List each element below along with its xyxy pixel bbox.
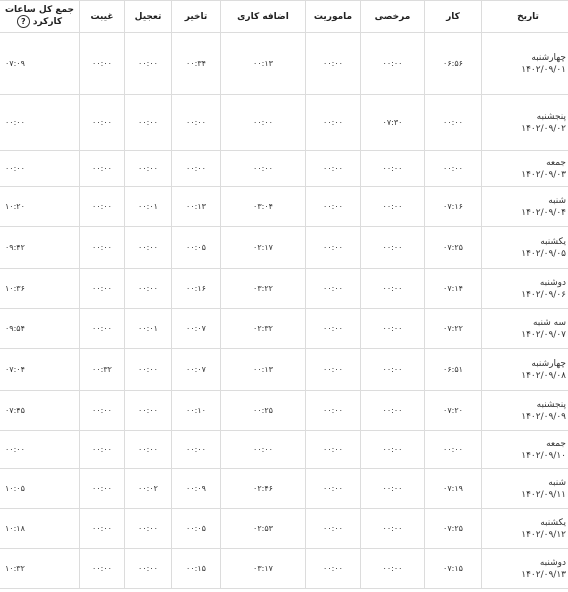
work-cell: ۰۷:۱۵ [425, 549, 482, 589]
header-early-leave: تعجیل [125, 1, 172, 33]
work-cell: ۰۰:۰۰ [425, 431, 482, 469]
header-mission: ماموریت [306, 1, 361, 33]
absence-cell: ۰۰:۰۰ [80, 431, 125, 469]
day-name: چهارشنبه [531, 52, 566, 63]
total-cell: ۱۰:۳۶ [0, 269, 80, 309]
total-cell: ۰۹:۵۴ [0, 309, 80, 349]
date-cell [482, 431, 568, 469]
total-cell: ۱۰:۲۰ [0, 187, 80, 227]
overtime-cell: ۰۲:۴۶ [221, 469, 306, 509]
date-value: ۱۴۰۲/۰۹/۰۹ [521, 411, 566, 422]
header-absence: غیبت [80, 1, 125, 33]
work-cell: ۰۷:۱۴ [425, 269, 482, 309]
date-cell [482, 549, 568, 589]
absence-cell: ۰۰:۰۰ [80, 549, 125, 589]
date-value: ۱۴۰۲/۰۹/۰۷ [521, 329, 566, 340]
overtime-cell: ۰۳:۰۴ [221, 187, 306, 227]
date-value: ۱۴۰۲/۰۹/۱۱ [521, 489, 566, 500]
leave-cell: ۰۰:۰۰ [361, 309, 425, 349]
total-cell: ۱۰:۰۵ [0, 469, 80, 509]
leave-cell: ۰۰:۰۰ [361, 187, 425, 227]
overtime-cell: ۰۰:۱۳ [221, 349, 306, 391]
total-cell: ۰۰:۰۰ [0, 431, 80, 469]
table-row [0, 151, 568, 187]
overtime-cell: ۰۲:۱۷ [221, 227, 306, 269]
work-cell: ۰۰:۰۰ [425, 95, 482, 151]
day-name: چهارشنبه [531, 358, 566, 369]
absence-cell: ۰۰:۰۰ [80, 469, 125, 509]
day-name: پنجشنبه [536, 111, 566, 122]
day-name: دوشنبه [539, 277, 566, 288]
date-cell [482, 269, 568, 309]
mission-cell: ۰۰:۰۰ [306, 95, 361, 151]
overtime-cell: ۰۰:۰۰ [221, 95, 306, 151]
header-delay: تاخیر [172, 1, 221, 33]
absence-cell: ۰۰:۰۰ [80, 391, 125, 431]
work-cell: ۰۷:۲۵ [425, 509, 482, 549]
total-cell: ۰۷:۴۵ [0, 391, 80, 431]
date-cell [482, 391, 568, 431]
date-cell [482, 33, 568, 95]
date-value: ۱۴۰۲/۰۹/۰۲ [521, 123, 566, 134]
table-row [0, 187, 568, 227]
mission-cell: ۰۰:۰۰ [306, 391, 361, 431]
delay-cell: ۰۰:۳۴ [172, 33, 221, 95]
delay-cell: ۰۰:۰۷ [172, 309, 221, 349]
leave-cell: ۰۰:۰۰ [361, 33, 425, 95]
table-row [0, 549, 568, 589]
early-leave-cell: ۰۰:۰۱ [125, 309, 172, 349]
leave-cell: ۰۰:۰۰ [361, 509, 425, 549]
early-leave-cell: ۰۰:۰۰ [125, 95, 172, 151]
leave-cell: ۰۷:۳۰ [361, 95, 425, 151]
header-total [0, 1, 80, 33]
table-row [0, 269, 568, 309]
overtime-cell: ۰۰:۰۰ [221, 431, 306, 469]
mission-cell: ۰۰:۰۰ [306, 309, 361, 349]
mission-cell: ۰۰:۰۰ [306, 33, 361, 95]
absence-cell: ۰۰:۰۰ [80, 227, 125, 269]
overtime-cell: ۰۲:۵۳ [221, 509, 306, 549]
leave-cell: ۰۰:۰۰ [361, 227, 425, 269]
delay-cell: ۰۰:۰۰ [172, 431, 221, 469]
overtime-cell: ۰۲:۳۲ [221, 309, 306, 349]
early-leave-cell: ۰۰:۰۰ [125, 431, 172, 469]
total-cell: ۱۰:۳۲ [0, 549, 80, 589]
mission-cell: ۰۰:۰۰ [306, 151, 361, 187]
day-name: پنجشنبه [536, 399, 566, 410]
date-value: ۱۴۰۲/۰۹/۰۱ [521, 64, 566, 75]
table-row [0, 469, 568, 509]
date-cell [482, 151, 568, 187]
help-icon[interactable]: ? [17, 15, 30, 28]
early-leave-cell: ۰۰:۰۰ [125, 227, 172, 269]
date-cell [482, 95, 568, 151]
day-name: دوشنبه [539, 557, 566, 568]
overtime-cell: ۰۰:۱۳ [221, 33, 306, 95]
table-row [0, 349, 568, 391]
delay-cell: ۰۰:۰۵ [172, 509, 221, 549]
mission-cell: ۰۰:۰۰ [306, 269, 361, 309]
absence-cell: ۰۰:۰۰ [80, 95, 125, 151]
early-leave-cell: ۰۰:۰۰ [125, 391, 172, 431]
work-cell: ۰۶:۵۱ [425, 349, 482, 391]
absence-cell: ۰۰:۰۰ [80, 269, 125, 309]
table-row [0, 95, 568, 151]
work-cell: ۰۷:۱۹ [425, 469, 482, 509]
date-value: ۱۴۰۲/۰۹/۰۸ [521, 370, 566, 381]
mission-cell: ۰۰:۰۰ [306, 509, 361, 549]
work-cell: ۰۷:۲۲ [425, 309, 482, 349]
day-name: جمعه [546, 438, 566, 449]
delay-cell: ۰۰:۰۰ [172, 151, 221, 187]
early-leave-cell: ۰۰:۰۰ [125, 33, 172, 95]
absence-cell: ۰۰:۰۰ [80, 33, 125, 95]
absence-cell: ۰۰:۰۰ [80, 187, 125, 227]
delay-cell: ۰۰:۰۹ [172, 469, 221, 509]
overtime-cell: ۰۰:۰۰ [221, 151, 306, 187]
date-cell [482, 309, 568, 349]
header-total-label: جمع کل ساعات کارکرد [4, 5, 74, 27]
day-name: سه شنبه [532, 317, 566, 328]
date-value: ۱۴۰۲/۰۹/۱۲ [521, 529, 566, 540]
table-header-row [0, 1, 568, 33]
table-row [0, 33, 568, 95]
day-name: شنبه [548, 477, 566, 488]
early-leave-cell: ۰۰:۰۰ [125, 269, 172, 309]
table-row [0, 391, 568, 431]
date-cell [482, 509, 568, 549]
table-row [0, 509, 568, 549]
leave-cell: ۰۰:۰۰ [361, 349, 425, 391]
overtime-cell: ۰۳:۱۷ [221, 549, 306, 589]
delay-cell: ۰۰:۱۳ [172, 187, 221, 227]
mission-cell: ۰۰:۰۰ [306, 227, 361, 269]
mission-cell: ۰۰:۰۰ [306, 469, 361, 509]
absence-cell: ۰۰:۰۰ [80, 309, 125, 349]
mission-cell: ۰۰:۰۰ [306, 549, 361, 589]
header-leave: مرخصی [361, 1, 425, 33]
early-leave-cell: ۰۰:۰۰ [125, 349, 172, 391]
header-overtime: اضافه کاری [221, 1, 306, 33]
total-cell: ۰۹:۴۲ [0, 227, 80, 269]
table-row [0, 227, 568, 269]
header-work: کار [425, 1, 482, 33]
delay-cell: ۰۰:۰۵ [172, 227, 221, 269]
work-cell: ۰۰:۰۰ [425, 151, 482, 187]
leave-cell: ۰۰:۰۰ [361, 151, 425, 187]
leave-cell: ۰۰:۰۰ [361, 469, 425, 509]
day-name: شنبه [548, 195, 566, 206]
date-value: ۱۴۰۲/۰۹/۱۰ [521, 450, 566, 461]
header-date: تاریخ [482, 1, 568, 33]
leave-cell: ۰۰:۰۰ [361, 391, 425, 431]
date-value: ۱۴۰۲/۰۹/۱۳ [521, 569, 566, 580]
mission-cell: ۰۰:۰۰ [306, 349, 361, 391]
early-leave-cell: ۰۰:۰۰ [125, 549, 172, 589]
date-value: ۱۴۰۲/۰۹/۰۳ [521, 169, 566, 180]
early-leave-cell: ۰۰:۰۰ [125, 509, 172, 549]
leave-cell: ۰۰:۰۰ [361, 269, 425, 309]
date-value: ۱۴۰۲/۰۹/۰۶ [521, 289, 566, 300]
absence-cell: ۰۰:۰۰ [80, 509, 125, 549]
date-value: ۱۴۰۲/۰۹/۰۵ [521, 248, 566, 259]
leave-cell: ۰۰:۰۰ [361, 549, 425, 589]
overtime-cell: ۰۰:۲۵ [221, 391, 306, 431]
day-name: یکشنبه [540, 517, 566, 528]
delay-cell: ۰۰:۱۰ [172, 391, 221, 431]
mission-cell: ۰۰:۰۰ [306, 187, 361, 227]
leave-cell: ۰۰:۰۰ [361, 431, 425, 469]
date-cell [482, 187, 568, 227]
work-cell: ۰۷:۲۵ [425, 227, 482, 269]
total-cell: ۱۰:۱۸ [0, 509, 80, 549]
early-leave-cell: ۰۰:۰۱ [125, 187, 172, 227]
total-cell: ۰۷:۰۴ [0, 349, 80, 391]
early-leave-cell: ۰۰:۰۰ [125, 151, 172, 187]
mission-cell: ۰۰:۰۰ [306, 431, 361, 469]
delay-cell: ۰۰:۱۶ [172, 269, 221, 309]
table-row [0, 309, 568, 349]
work-cell: ۰۷:۲۰ [425, 391, 482, 431]
date-cell [482, 469, 568, 509]
date-cell [482, 227, 568, 269]
total-cell: ۰۰:۰۰ [0, 95, 80, 151]
date-value: ۱۴۰۲/۰۹/۰۴ [521, 207, 566, 218]
table-row [0, 431, 568, 469]
day-name: یکشنبه [540, 236, 566, 247]
absence-cell: ۰۰:۰۰ [80, 151, 125, 187]
date-cell [482, 349, 568, 391]
total-cell: ۰۷:۰۹ [0, 33, 80, 95]
total-cell: ۰۰:۰۰ [0, 151, 80, 187]
delay-cell: ۰۰:۱۵ [172, 549, 221, 589]
work-cell: ۰۷:۱۶ [425, 187, 482, 227]
work-cell: ۰۶:۵۶ [425, 33, 482, 95]
early-leave-cell: ۰۰:۰۲ [125, 469, 172, 509]
absence-cell: ۰۰:۳۲ [80, 349, 125, 391]
day-name: جمعه [546, 157, 566, 168]
delay-cell: ۰۰:۰۷ [172, 349, 221, 391]
overtime-cell: ۰۳:۲۲ [221, 269, 306, 309]
delay-cell: ۰۰:۰۰ [172, 95, 221, 151]
